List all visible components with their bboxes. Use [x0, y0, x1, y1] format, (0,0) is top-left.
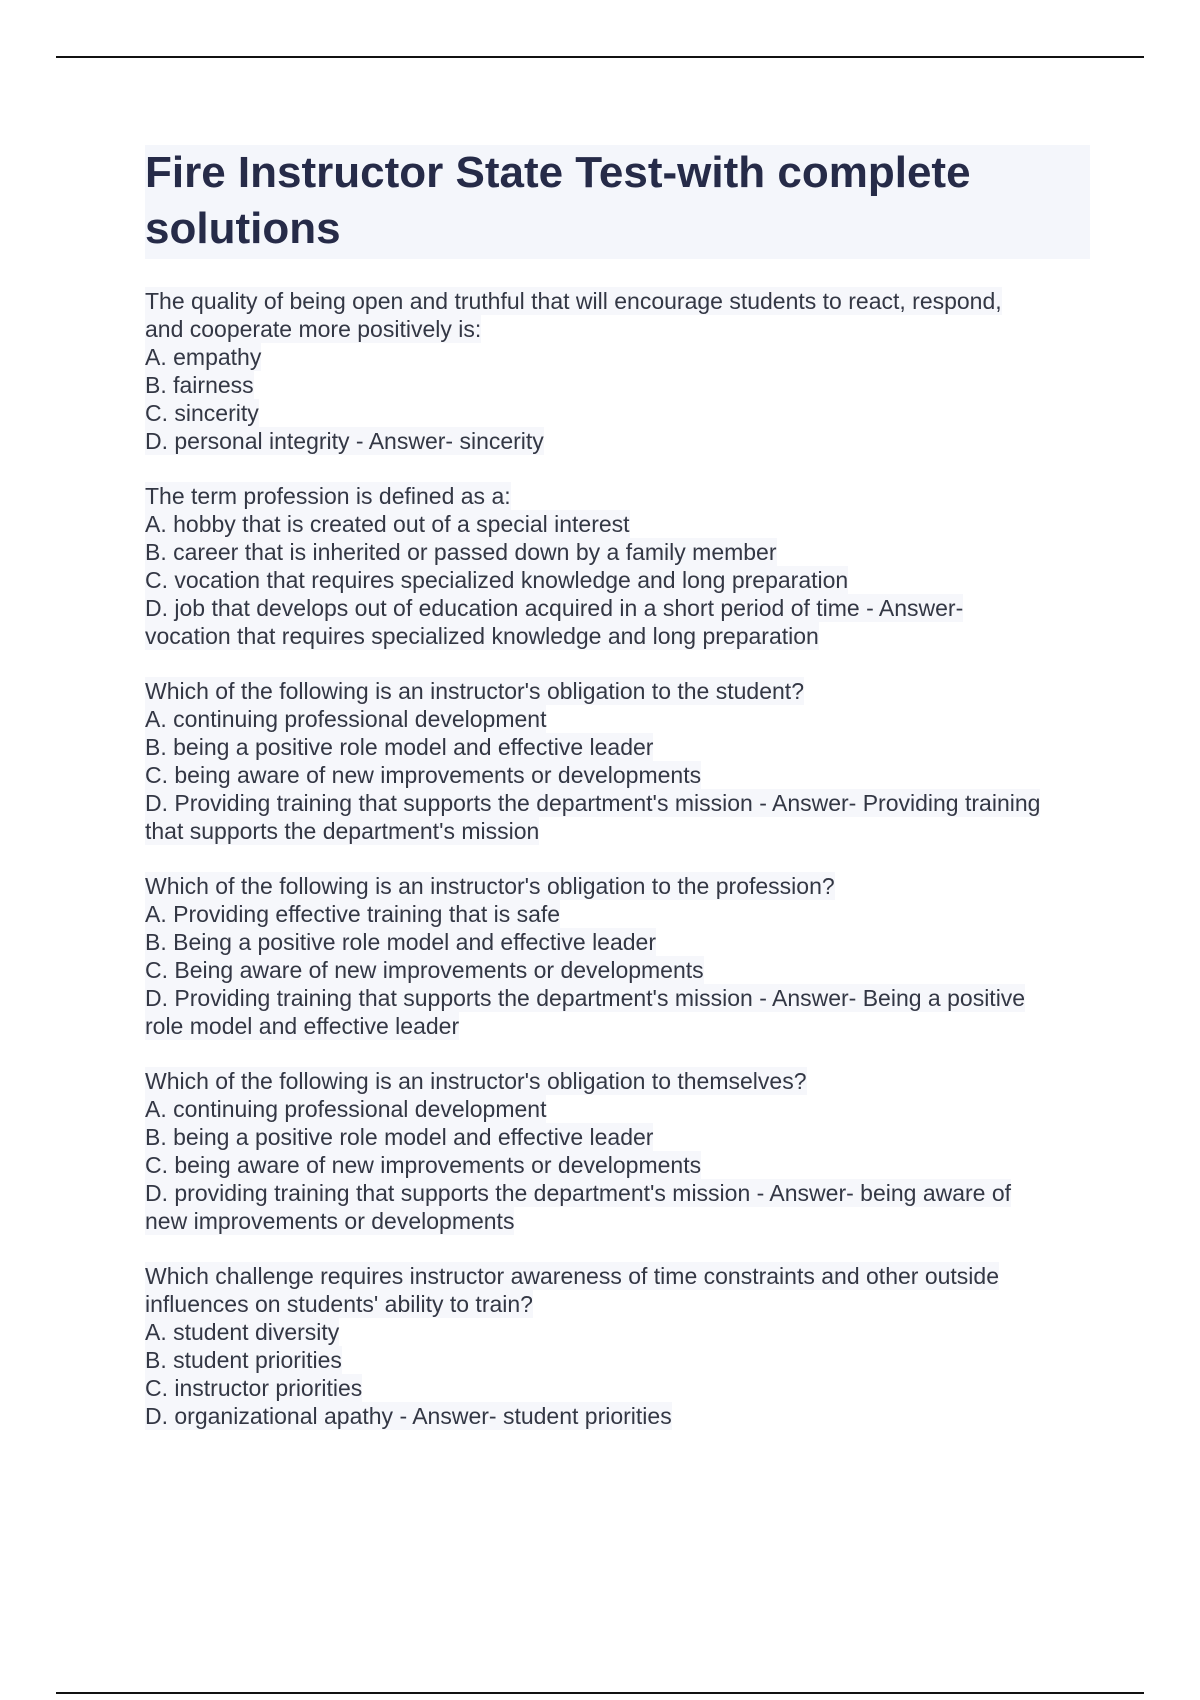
question-line: Which of the following is an instructor's obligation to the student? — [145, 678, 804, 704]
question-5 — [145, 1067, 1090, 1235]
option-line: C. vocation that requires specialized knowledge and long preparation — [145, 567, 849, 593]
question-line: and cooperate more positively is: — [145, 316, 482, 342]
option-answer-line: D. Providing training that supports the department's mission - Answer- Providing training — [145, 790, 1041, 816]
answer-continuation-line: new improvements or developments — [145, 1208, 515, 1234]
option-line: C. instructor priorities — [145, 1375, 363, 1401]
option-line: C. being aware of new improvements or developments — [145, 1152, 702, 1178]
answer-continuation-line: vocation that requires specialized knowledge and long preparation — [145, 623, 819, 649]
answer-continuation-line: that supports the department's mission — [145, 818, 540, 844]
top-divider — [56, 56, 1144, 58]
option-line: B. career that is inherited or passed down by a family member — [145, 539, 777, 565]
question-6 — [145, 1262, 1090, 1430]
option-line: A. student diversity — [145, 1319, 340, 1345]
question-list — [145, 287, 1090, 1430]
option-answer-line: D. job that develops out of education acquired in a short period of time - Answer- — [145, 595, 964, 621]
question-line: The quality of being open and truthful that will encourage students to react, respond, — [145, 288, 1002, 314]
question-2 — [145, 482, 1090, 650]
answer-continuation-line: role model and effective leader — [145, 1013, 460, 1039]
option-line: A. continuing professional development — [145, 706, 547, 732]
option-line: B. fairness — [145, 372, 254, 398]
option-line: B. Being a positive role model and effective leader — [145, 929, 656, 955]
option-line: B. being a positive role model and effective leader — [145, 734, 654, 760]
option-line: C. sincerity — [145, 400, 259, 426]
title-block — [145, 145, 1090, 259]
option-line: B. student priorities — [145, 1347, 342, 1373]
question-1 — [145, 287, 1090, 455]
option-answer-line: D. Providing training that supports the department's mission - Answer- Being a positive — [145, 985, 1026, 1011]
option-line: C. Being aware of new improvements or developments — [145, 957, 704, 983]
option-answer-line: D. personal integrity - Answer- sincerity — [145, 428, 544, 454]
option-line: A. empathy — [145, 344, 262, 370]
document-title: Fire Instructor State Test-with complete solutions — [145, 148, 971, 253]
option-answer-line: D. organizational apathy - Answer- student priorities — [145, 1403, 672, 1429]
option-line: A. Providing effective training that is safe — [145, 901, 561, 927]
option-answer-line: D. providing training that supports the department's mission - Answer- being aware of — [145, 1180, 1012, 1206]
question-line: Which of the following is an instructor's obligation to themselves? — [145, 1068, 807, 1094]
option-line: B. being a positive role model and effective leader — [145, 1124, 654, 1150]
question-line: Which challenge requires instructor awareness of time constraints and other outside — [145, 1263, 999, 1289]
option-line: A. continuing professional development — [145, 1096, 547, 1122]
question-line: Which of the following is an instructor's obligation to the profession? — [145, 873, 835, 899]
question-line: The term profession is defined as a: — [145, 483, 511, 509]
question-3 — [145, 677, 1090, 845]
question-line: influences on students' ability to train? — [145, 1291, 533, 1317]
option-line: A. hobby that is created out of a special interest — [145, 511, 630, 537]
question-4 — [145, 872, 1090, 1040]
option-line: C. being aware of new improvements or developments — [145, 762, 702, 788]
bottom-divider — [56, 1692, 1144, 1694]
document-body — [145, 145, 1090, 1457]
